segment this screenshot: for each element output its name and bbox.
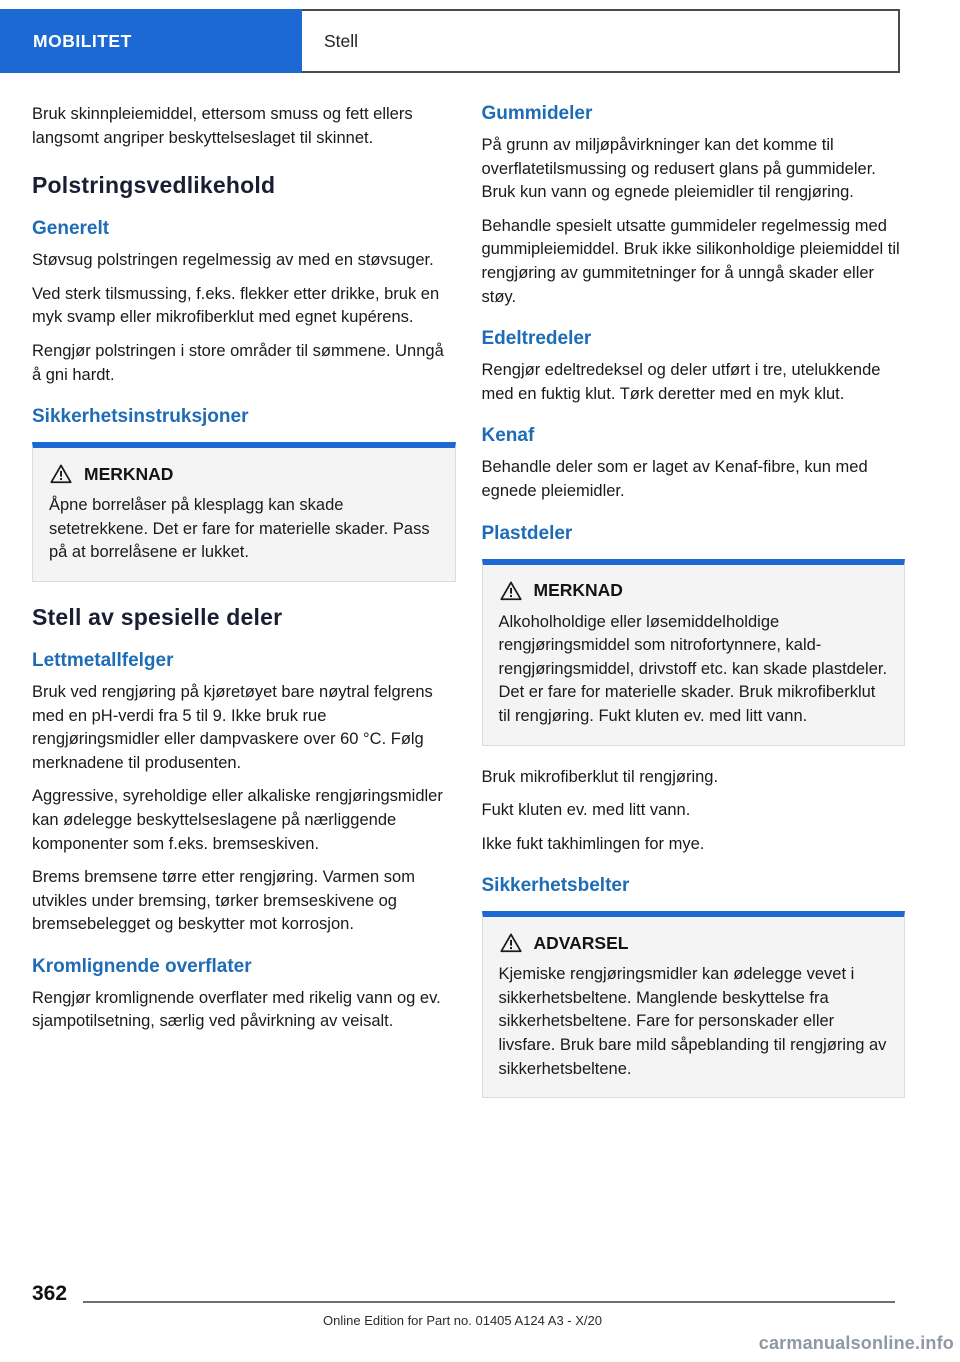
right-column bbox=[482, 103, 906, 1118]
subsection-title-alloy-wheels: Lettmetallfelger bbox=[32, 649, 174, 671]
subsection-title-fine-wood: Edeltredeler bbox=[481, 328, 592, 350]
paragraph-dry-brakes: Brems bremsene tørre etter rengjøring. Varmen som utvikles under bremsing, tørker bremseskivene og bremsebelegget og beskytter mot korrosjon. bbox=[32, 868, 415, 934]
warning-title: ADVARSEL bbox=[533, 932, 629, 953]
paragraph-headliner: Ikke fukt takhimlingen for mye. bbox=[481, 834, 705, 853]
paragraph-leather-care: Bruk skinnpleiemiddel, ettersom smuss og fett ellers langsomt angriper beskyttelseslaget til skinnet. bbox=[32, 105, 413, 147]
warning-triangle-icon bbox=[499, 932, 523, 954]
paragraph-chrome-cleaning: Rengjør kromlignende overflater med rikelig vann og ev. sjampotilsetning, særlig ved påvirkning av veisalt. bbox=[32, 988, 441, 1031]
warning-box-seat-belts bbox=[482, 911, 906, 1098]
edition-note: Online Edition for Part no. 01405 A124 A3 - X/20 bbox=[323, 1313, 602, 1328]
paragraph-rim-cleaner: Bruk ved rengjøring på kjøretøyet bare nøytral felgrens med en pH-verdi fra 5 til 9. Ikke bruk rue rengjøringsmidler eller dampvaskere over 60 °C. Følg merknadene til produsenten. bbox=[32, 682, 433, 772]
notice-title: MERKNAD bbox=[533, 580, 623, 601]
left-column bbox=[32, 103, 456, 1118]
notice-text: Alkoholholdige eller løsemiddelholdige rengjøringsmiddel som nitrofortynnere, kald-rengjøringsmiddel, drivstoff etc. kan skade plastdeler. Det er fare for materielle skader. Bruk mikrofiberklut til rengjøring. Fukt kluten ev. med litt vann. bbox=[498, 612, 888, 725]
subsection-title-plastic-parts: Plastdeler bbox=[481, 522, 573, 544]
paragraph-rubber-care: Behandle spesielt utsatte gummideler regelmessig med gummipleiemiddel. Bruk ikke silikonholdige pleiemiddel til rengjøring av gummitetninger for å unngå skader eller støy. bbox=[481, 216, 900, 306]
paragraph-aggressive-cleaners: Aggressive, syreholdige eller alkaliske rengjøringsmidler kan ødelegge beskyttelseslagene på nærliggende komponenter som f.eks. bremseskiven. bbox=[32, 787, 443, 853]
notice-header bbox=[49, 463, 439, 485]
page-number: 362 bbox=[32, 1282, 68, 1305]
page-title: Stell bbox=[302, 9, 900, 73]
watermark: carmanualsonline.info bbox=[758, 1333, 954, 1353]
paragraph-rubber-environment: På grunn av miljøpåvirkninger kan det komme til overflatetilsmussing og redusert glans på gummideler. Bruk kun vann og egnede pleiemidler til rengjøring. bbox=[481, 136, 876, 202]
notice-title: MERKNAD bbox=[84, 463, 174, 484]
subsection-title-chrome-surfaces: Kromlignende overflater bbox=[32, 955, 252, 977]
page-header bbox=[0, 9, 900, 73]
notice-box-velcro bbox=[32, 442, 456, 582]
paragraph-vacuum: Støvsug polstringen regelmessig av med en støvsuger. bbox=[32, 251, 434, 270]
section-title-special-parts-care: Stell av spesielle deler bbox=[32, 603, 283, 630]
paragraph-fine-wood-cleaning: Rengjør edeltredeksel og deler utført i tre, utelukkende med en fuktig klut. Tørk deretter med en myk klut. bbox=[481, 361, 881, 403]
warning-header bbox=[499, 932, 889, 954]
notice-text: Åpne borrelåser på klesplagg kan skade setetrekkene. Det er fare for materielle skader. Pass på at borrelåsene er lukket. bbox=[49, 496, 430, 562]
notice-header bbox=[499, 580, 889, 602]
subsection-title-seat-belts: Sikkerhetsbelter bbox=[481, 875, 630, 897]
subsection-title-rubber-parts: Gummideler bbox=[481, 103, 593, 124]
warning-triangle-icon bbox=[499, 580, 523, 602]
warning-triangle-icon bbox=[49, 463, 73, 485]
subsection-title-kenaf: Kenaf bbox=[481, 425, 535, 447]
subsection-title-general: Generelt bbox=[32, 218, 110, 240]
warning-text: Kjemiske rengjøringsmidler kan ødelegge vevet i sikkerhetsbeltene. Manglende beskyttelse fra sikkerhetsbeltene. Fare for personskader eller livsfare. Bruk bare mild såpeblanding til rengjøring av sikkerhetsbeltene. bbox=[498, 965, 887, 1078]
section-title-upholstery-care: Polstringsvedlikehold bbox=[32, 172, 276, 199]
paragraph-heavy-soiling: Ved sterk tilsmussing, f.eks. flekker etter drikke, bruk en myk svamp eller mikrofiberklut med egnet kupérens. bbox=[32, 284, 440, 327]
paragraph-damp-cloth: Fukt kluten ev. med litt vann. bbox=[481, 801, 691, 820]
footer bbox=[32, 1283, 895, 1304]
content-area bbox=[32, 103, 905, 1118]
paragraph-kenaf-care: Behandle deler som er laget av Kenaf-fibre, kun med egnede pleiemidler. bbox=[481, 458, 868, 500]
footer-divider bbox=[83, 1301, 895, 1303]
notice-box-plastic bbox=[482, 559, 906, 746]
chapter-label: MOBILITET bbox=[0, 9, 302, 73]
subsection-title-safety-instructions: Sikkerhetsinstruksjoner bbox=[32, 406, 249, 428]
paragraph-microfibre-cloth: Bruk mikrofiberklut til rengjøring. bbox=[481, 767, 719, 786]
paragraph-clean-seams: Rengjør polstringen i store områder til sømmene. Unngå å gni hardt. bbox=[32, 341, 444, 384]
